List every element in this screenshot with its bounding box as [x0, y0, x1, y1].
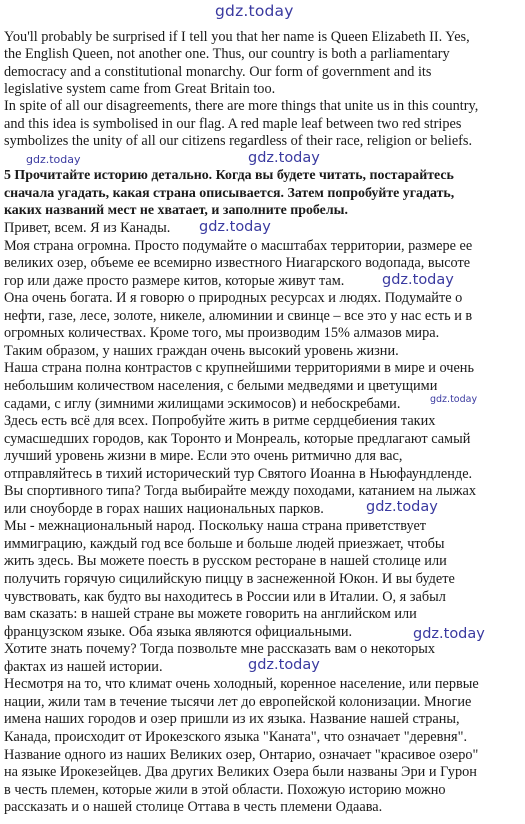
ru-line: чувствовать, как будто вы находитесь в России или в Италии. О, я забыл — [4, 588, 446, 605]
watermark: gdz.today — [366, 499, 438, 515]
en-line: In spite of all our disagreements, there are more things that unite us in this country, — [4, 98, 479, 115]
ru-line: Здесь есть всё для всех. Попробуйте жить в ритме сердцебиения таких — [4, 413, 436, 430]
ru-line: отправляйтесь в тихий исторический тур Святого Иоанна в Ньюфаундленде. — [4, 465, 473, 482]
ru-line: сумасшедших городов, как Торонто и Монреаль, которые предлагают самый — [4, 430, 471, 447]
ru-line: получить горячую сицилийскую пиццу в заснеженной Юкон. И вы будете — [4, 571, 455, 587]
watermark: gdz.today — [199, 219, 271, 235]
task-line: 5 Прочитайте историю детально. Когда вы будете читать, постарайтесь — [4, 168, 454, 183]
en-line: the English Queen, not another one. Thus, our country is both a parliamentary — [4, 46, 450, 63]
document-page — [4, 0, 521, 824]
ru-line: рассказать и о нашей столице Оттава в честь племени Одаава. — [4, 799, 383, 816]
ru-line: иммиграцию, каждый год все больше и больше людей приезжает, чтобы — [4, 535, 445, 552]
ru-line: великих озер, объеме ее всемирно известного Ниагарского водопада, высоте — [4, 255, 471, 272]
ru-line: Название одного из наших Великих озер, Онтарио, означает "красивое озеро" — [4, 746, 479, 763]
ru-line: Вы спортивного типа? Тогда выбирайте между походами, катанием на лыжах — [4, 483, 477, 500]
ru-line: Мы - межнациональный народ. Поскольку наша страна приветствует — [4, 518, 427, 535]
ru-line: или сноуборде в горах наших национальных парков. — [4, 500, 324, 517]
ru-line: Канада, происходит от Ирокезского языка "Каната", что означает "деревня". — [4, 728, 468, 745]
ru-line: Моя страна огромна. Просто подумайте о масштабах территории, размере ее — [4, 237, 473, 254]
task-line: каких названий мест не хватает, и заполните пробелы. — [4, 203, 348, 218]
en-line: legislative system came from Great Britain too. — [4, 81, 276, 98]
ru-line: Привет, всем. Я из Канады. — [4, 220, 171, 236]
watermark: gdz.today — [430, 394, 478, 405]
ru-line: французском языке. Оба языка являются официальными. — [4, 623, 353, 640]
en-line: symbolizes the unity of all our citizens regardless of their race, religion or beliefs. — [4, 133, 473, 150]
watermark: gdz.today — [382, 272, 454, 288]
ru-line: нации, жили там в течение тысячи лет до европейской колонизации. Многие — [4, 693, 472, 710]
ru-line: имена наших городов и озер пришли из их языка. Название нашей страны, — [4, 711, 460, 728]
ru-line: Таким образом, у наших граждан очень высокий уровень жизни. — [4, 342, 399, 359]
ru-line: фактах из нашей истории. — [4, 658, 163, 675]
ru-line: в честь племен, которые жили в этой области. Похожую историю можно — [4, 781, 446, 798]
ru-line: Она очень богата. И я говорю о природных ресурсах и людях. Подумайте о — [4, 290, 463, 307]
ru-line: Хотите знать почему? Тогда позвольте мне рассказать вам о некоторых — [4, 641, 436, 658]
ru-line: вам сказать: в нашей стране вы можете говорить на английском или — [4, 606, 417, 623]
ru-line: Несмотря на то, что климат очень холодный, коренное население, или первые — [4, 676, 479, 693]
en-line: and this idea is symbolised in our flag. A red maple leaf between two red stripes — [4, 115, 462, 132]
en-line: democracy and a constitutional monarchy. Our form of government and its — [4, 63, 432, 80]
ru-line: жить здесь. Вы можете поесть в русском ресторане в нашей столице или — [4, 553, 447, 570]
en-line: You'll probably be surprised if I tell you that her name is Queen Elizabeth II. Yes, — [4, 29, 470, 45]
ru-line: огромных количествах. Кроме того, мы производим 15% алмазов мира. — [4, 325, 440, 342]
watermark: gdz.today — [248, 150, 320, 166]
ru-line: небольшим количеством населения, с белыми медведями и цветущими — [4, 377, 438, 394]
ru-line: лучший уровень жизни в мире. Если это очень ритмично для вас, — [4, 448, 403, 465]
ru-line: на языке Ирокезейцев. Два других Великих Озера были названы Эри и Гурон — [4, 764, 477, 781]
watermark: gdz.today — [248, 657, 320, 673]
watermark: gdz.today — [413, 626, 485, 642]
ru-line: нефти, газе, лесе, золоте, никеле, алюминии и свинце – все это у нас есть и в — [4, 307, 473, 324]
ru-line: гор или даже просто размере китов, которые живут там. — [4, 272, 345, 289]
watermark-top: gdz.today — [215, 2, 294, 20]
watermark: gdz.today — [26, 153, 81, 166]
ru-line: Наша страна полна контрастов с крупнейшими территориями в мире и очень — [4, 360, 474, 377]
ru-line: садами, с иглу (зимними жилищами эскимосов) и небоскребами. — [4, 395, 401, 412]
task-line: сначала угадать, какая страна описывается. Затем попробуйте угадать, — [4, 185, 455, 201]
